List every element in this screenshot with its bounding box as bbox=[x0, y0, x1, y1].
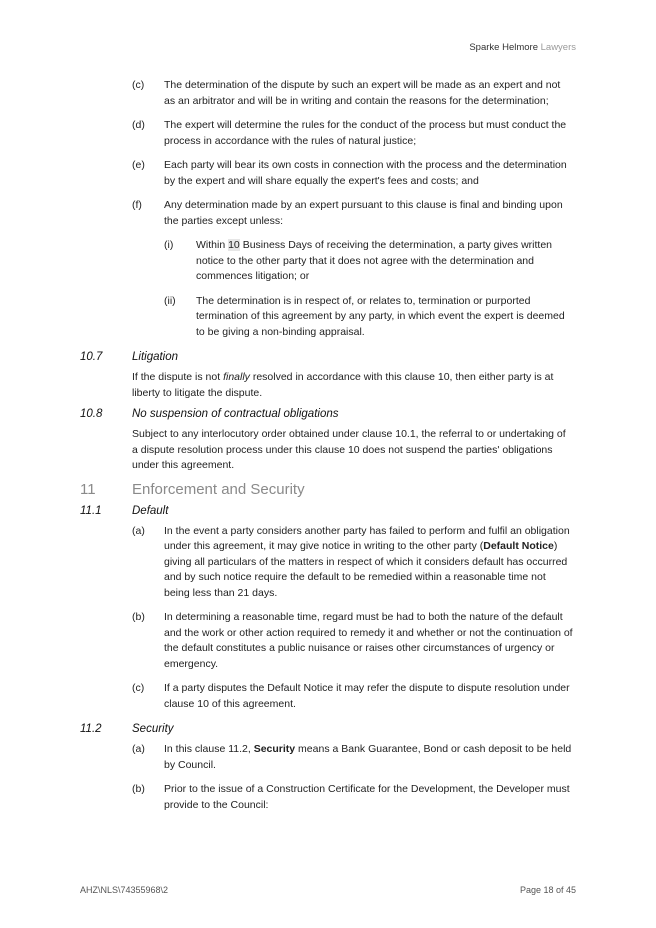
clause-text-pre: In the event a party considers another party has failed to perform and fulfil an obligation under this agreement, it may give notice in writing to the other party ( bbox=[164, 524, 570, 552]
clause-text: Any determination made by an expert pursuant to this clause is final and binding upon the parties except unless: bbox=[164, 199, 563, 227]
defined-term: Default Notice bbox=[483, 540, 554, 552]
clause-label: (b) bbox=[132, 611, 145, 623]
clause-label: (d) bbox=[132, 119, 145, 131]
page-header bbox=[469, 42, 576, 53]
clause-label: (a) bbox=[132, 743, 145, 755]
clause-label: (a) bbox=[132, 524, 145, 537]
clause-item-11-1-c bbox=[80, 681, 574, 712]
defined-term: Security bbox=[253, 743, 296, 755]
clause-text: The determination of the dispute by such an expert will be made as an expert and not as an arbitrator and will be in writing and contain the reasons for the determination; bbox=[164, 79, 561, 107]
section-number: 11.2 bbox=[80, 723, 102, 735]
clause-item-11-2-b bbox=[80, 782, 574, 813]
clause-text-post: ) giving all particulars of the matters in respect of which it considers default has occurred and by such notice require the default to be remedied within a reasonable time not being less than 21 days. bbox=[164, 540, 568, 599]
section-title: Enforcement and Security bbox=[132, 480, 305, 498]
clause-label: (e) bbox=[132, 159, 145, 171]
subclause-item-ii bbox=[80, 294, 574, 341]
clause-label: (c) bbox=[132, 79, 145, 91]
clause-text: If a party disputes the Default Notice it may refer the dispute to dispute resolution under clause 10 of this agreement. bbox=[164, 682, 570, 710]
clause-text-post: means a Bank Guarantee, Bond or cash deposit to be held by Council. bbox=[164, 743, 572, 771]
subclause-item-i bbox=[80, 238, 574, 285]
clause-label: (b) bbox=[132, 783, 145, 795]
section-title: No suspension of contractual obligations bbox=[132, 408, 339, 420]
firm-name: Sparke Helmore bbox=[469, 42, 538, 53]
clause-text: Prior to the issue of a Construction Certificate for the Development, the Developer must provide to the Council: bbox=[164, 783, 570, 811]
section-heading-10-7 bbox=[80, 349, 574, 365]
document-reference: AHZ\NLS\74355968\2 bbox=[80, 885, 169, 895]
section-heading-10-8 bbox=[80, 406, 574, 422]
section-heading-11-1 bbox=[80, 503, 574, 519]
section-number: 11.1 bbox=[80, 504, 102, 517]
subclause-text-post: Business Days of receiving the determination, a party gives written notice to the other party that it does not agree with the determination and commences litigation; or bbox=[196, 239, 553, 282]
clause-text-pre: In this clause 11.2, bbox=[164, 743, 254, 755]
section-title: Default bbox=[132, 504, 169, 517]
highlighted-number: 10 bbox=[228, 239, 240, 251]
clause-text: Each party will bear its own costs in connection with the process and the determination by the expert and will share equally the expert's fees and costs; and bbox=[164, 159, 567, 187]
body-text-post: resolved in accordance with this clause 10, then either party is at liberty to litigate the dispute. bbox=[132, 371, 554, 399]
clause-item-c bbox=[80, 78, 574, 109]
clause-item-11-1-b bbox=[80, 610, 574, 672]
section-number: 10.8 bbox=[80, 408, 103, 420]
firm-name-suffix: Lawyers bbox=[540, 42, 576, 53]
subclause-label: (ii) bbox=[164, 294, 176, 307]
body-text: Subject to any interlocutory order obtained under clause 10.1, the referral to or undertaking of a dispute resolution process under this clause 10 does not suspend the parties' obligations under this agreement. bbox=[132, 428, 566, 471]
clause-item-d bbox=[80, 118, 574, 149]
section-body-10-7 bbox=[80, 370, 574, 401]
clause-label: (c) bbox=[132, 682, 145, 694]
subclause-text-pre: Within bbox=[196, 239, 229, 251]
section-body-10-8 bbox=[80, 427, 574, 474]
page-number: Page 18 of 45 bbox=[519, 885, 576, 895]
clause-text: In determining a reasonable time, regard must be had to both the nature of the default and the work or other action required to remedy it and whether or not the continuation of the default constitutes a public nuisance or raises other circumstances of urgency or emergency. bbox=[164, 611, 573, 670]
clause-text: The expert will determine the rules for the conduct of the process but must conduct the process in accordance with the rules of natural justice; bbox=[164, 119, 567, 147]
section-number: 10.7 bbox=[80, 351, 103, 363]
clause-item-11-1-a bbox=[80, 524, 574, 602]
section-title: Security bbox=[132, 723, 174, 735]
body-text-pre: If the dispute is not bbox=[132, 371, 224, 383]
subclause-label: (i) bbox=[164, 239, 174, 251]
section-title: Litigation bbox=[132, 351, 179, 363]
section-heading-11-2 bbox=[80, 721, 574, 737]
clause-item-f bbox=[80, 198, 574, 229]
document-body bbox=[80, 78, 574, 822]
clause-item-e bbox=[80, 158, 574, 189]
clause-label: (f) bbox=[132, 199, 142, 211]
section-number: 11 bbox=[80, 480, 96, 498]
body-text-emphasis: finally bbox=[223, 371, 250, 383]
clause-item-11-2-a bbox=[80, 742, 574, 773]
subclause-text: The determination is in respect of, or relates to, termination or purported termination of this agreement by any party, in which event the expert is deemed to be giving a non-binding appraisal. bbox=[196, 294, 565, 338]
section-heading-11 bbox=[80, 479, 574, 501]
